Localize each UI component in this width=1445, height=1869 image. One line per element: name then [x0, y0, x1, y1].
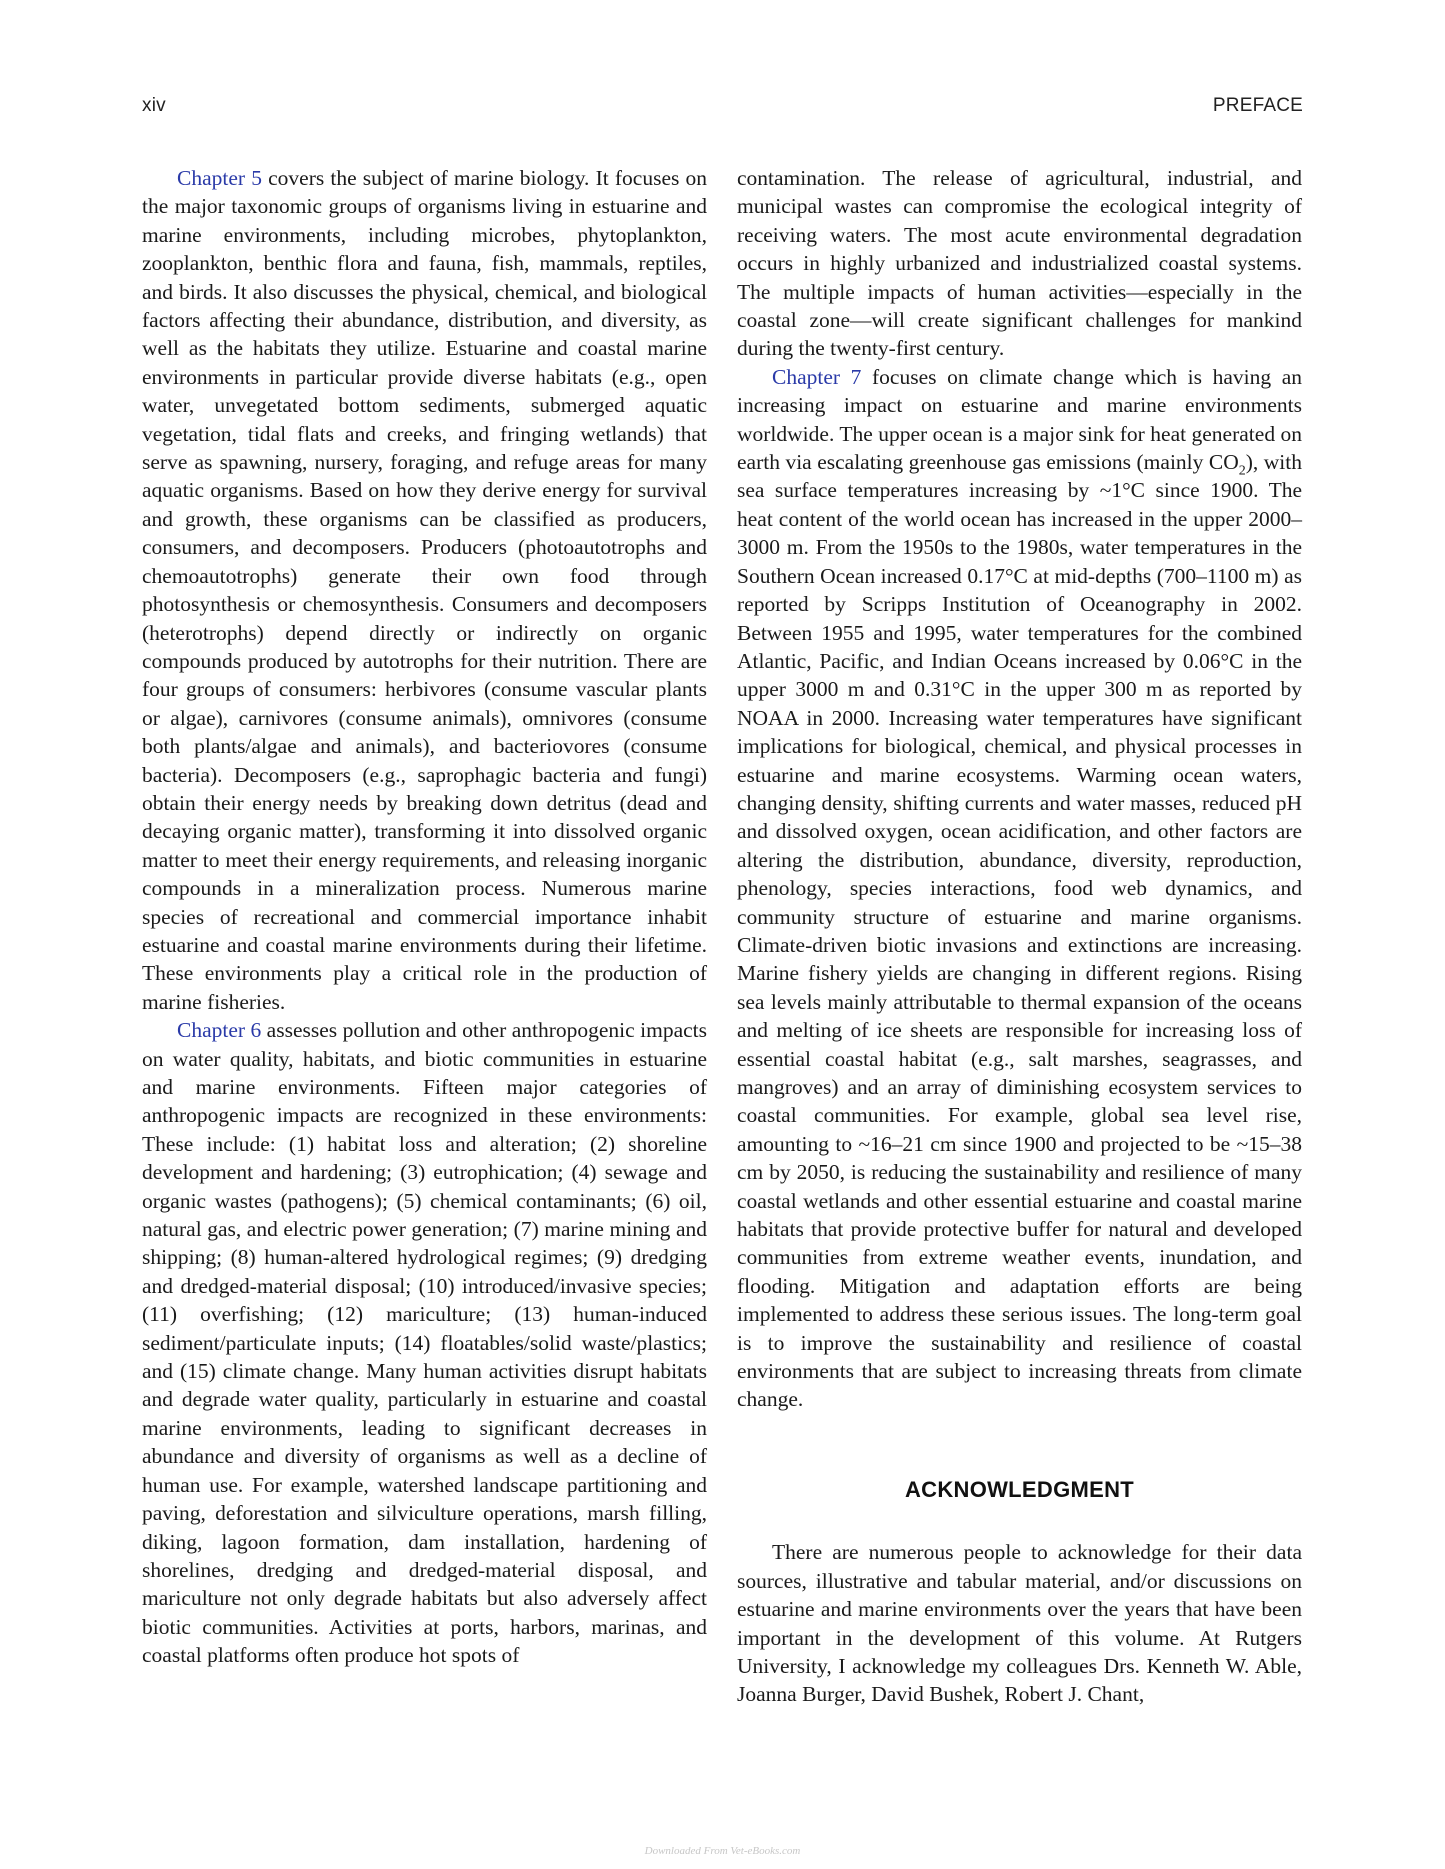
chapter-5-link[interactable]: Chapter 5 [177, 166, 262, 190]
paragraph-text: ), with sea surface temperatures increasing by ~1°C since 1900. The heat content of the world ocean has increased in the upper 2000–3000 m. From the 1950s to the 1980s, water temperatures in the Southern Ocean increased 0.17°C at mid-depths (700–1100 m) as reported by Scripps Institution of Oceanography in 2002. Between 1955 and 1995, water temperatures for the combined Atlantic, Pacific, and Indian Oceans increased by 0.06°C in the upper 3000 m and 0.31°C in the upper 300 m as reported by NOAA in 2000. Increasing water temperatures have significant implications for biological, chemical, and physical processes in estuarine and marine ecosystems. Warming ocean waters, changing density, shifting currents and water masses, reduced pH and dissolved oxygen, ocean acidification, and other factors are altering the distribution, abundance, diversity, reproduction, phenology, species interactions, food web dynamics, and community structure of estuarine and marine organisms. Climate-driven biotic invasions and extinctions are increasing. Marine fishery yields are changing in different regions. Rising sea levels mainly attributable to thermal expansion of the oceans and melting of ice sheets are responsible for increasing loss of essential coastal habitat (e.g., salt marshes, seagrasses, and mangroves) and an array of diminishing ecosystem services to coastal communities. For example, global sea level rise, amounting to ~16–21 cm since 1900 and projected to be ~15–38 cm by 2050, is reducing the sustainability and resilience of many coastal wetlands and other essential estuarine and coastal marine habitats that provide protective buffer for natural and developed communities from extreme weather events, inundation, and flooding. Mitigation and adaptation efforts are being implemented to address these serious issues. The long-term goal is to improve the sustainability and resilience of coastal environments that are subject to increasing threats from climate change. [737, 450, 1302, 1412]
paragraph-text: assesses pollution and other anthropogenic impacts on water quality, habitats, and biotic communities in estuarine and marine environments. Fifteen major categories of anthropogenic impacts are recognized in these environments: These include: (1) habitat loss and alteration; (2) shoreline development and hardening; (3) eutrophication; (4) sewage and organic wastes (pathogens); (5) chemical contaminants; (6) oil, natural gas, and electric power generation; (7) marine mining and shipping; (8) human-altered hydrological regimes; (9) dredging and dredged-material disposal; (10) introduced/invasive species; (11) overfishing; (12) mariculture; (13) human-induced sediment/particulate inputs; (14) floatables/solid waste/plastics; and (15) climate change. Many human activities disrupt habitats and degrade water quality, particularly in estuarine and coastal marine environments, leading to significant decreases in abundance and diversity of organisms as well as a decline of human use. For example, watershed landscape partitioning and paving, deforestation and silviculture operations, marsh filling, diking, lagoon formation, dam installation, hardening of shorelines, dredging and dredged-material disposal, and mariculture not only degrade habitats but also adversely affect biotic communities. Activities at ports, harbors, marinas, and coastal platforms often produce hot spots of [142, 1018, 708, 1668]
page-number: xiv [142, 95, 166, 116]
download-watermark: Downloaded From Vet-eBooks.com [644, 1845, 801, 1857]
paragraph-chapter-5 [142, 164, 707, 1016]
acknowledgment-paragraph: There are numerous people to acknowledge for their data sources, illustrative and tabular material, and/or discussions on estuarine and marine environments over the years that have been important in the development of this volume. At Rutgers University, I acknowledge my colleagues Drs. Kenneth W. Able, Joanna Burger, David Bushek, Robert J. Chant, [737, 1540, 1302, 1707]
running-head [142, 95, 1303, 117]
left-column [142, 164, 707, 1670]
acknowledgment-heading: ACKNOWLEDGMENT [904, 1476, 1135, 1502]
section-title: PREFACE [1212, 95, 1303, 116]
right-column [737, 164, 1302, 1709]
subscript: 2 [1238, 463, 1246, 479]
chapter-6-link[interactable]: Chapter 6 [177, 1018, 262, 1043]
paragraph-text: focuses on climate change which is having an increasing impact on estuarine and marine environments worldwide. The upper ocean is a major sink for heat generated on earth via escalating greenhouse gas emissions (mainly CO [737, 364, 1302, 475]
paragraph-chapter-6 [142, 1016, 707, 1669]
paragraph-continuation: contamination. The release of agricultural, industrial, and municipal wastes can compromise the ecological integrity of receiving waters. The most acute environmental degradation occurs in highly urbanized and industrialized coastal systems. The multiple impacts of human activities—especially in the coastal zone—will create significant challenges for mankind during the twenty-first century. [737, 166, 1302, 361]
chapter-7-link[interactable]: Chapter 7 [772, 364, 862, 389]
paragraph-text: covers the subject of marine biology. It focuses on the major taxonomic groups of organisms living in estuarine and marine environments, including microbes, phytoplankton, zooplankton, benthic flora and fauna, fish, mammals, reptiles, and birds. It also discusses the physical, chemical, and biological factors affecting their abundance, distribution, and diversity, as well as the habitats they utilize. Estuarine and coastal marine environments in particular provide diverse habitats (e.g., open water, unvegetated bottom sediments, submerged aquatic vegetation, tidal flats and creeks, and fringing wetlands) that serve as spawning, nursery, foraging, and refuge areas for many aquatic organisms. Based on how they derive energy for survival and growth, these organisms can be classified as producers, consumers, and decomposers. Producers (photoautotrophs and chemoautotrophs) generate their own food through photosynthesis or chemosynthesis. Consumers and decomposers (heterotrophs) depend directly or indirectly on organic compounds produced by autotrophs for their nutrition. There are four groups of consumers: herbivores (consume vascular plants or algae), carnivores (consume animals), omnivores (consume both plants/algae and animals), and bacteriovores (consume bacteria). Decomposers (e.g., saprophagic bacteria and fungi) obtain their energy needs by breaking down detritus (dead and decaying organic matter), transforming it into dissolved organic matter to meet their energy requirements, and releasing inorganic compounds in a mineralization process. Numerous marine species of recreational and commercial importance inhabit estuarine and coastal marine environments during their lifetime. These environments play a critical role in the production of marine fisheries. [142, 166, 707, 1014]
paragraph-chapter-7 [737, 363, 1302, 1414]
